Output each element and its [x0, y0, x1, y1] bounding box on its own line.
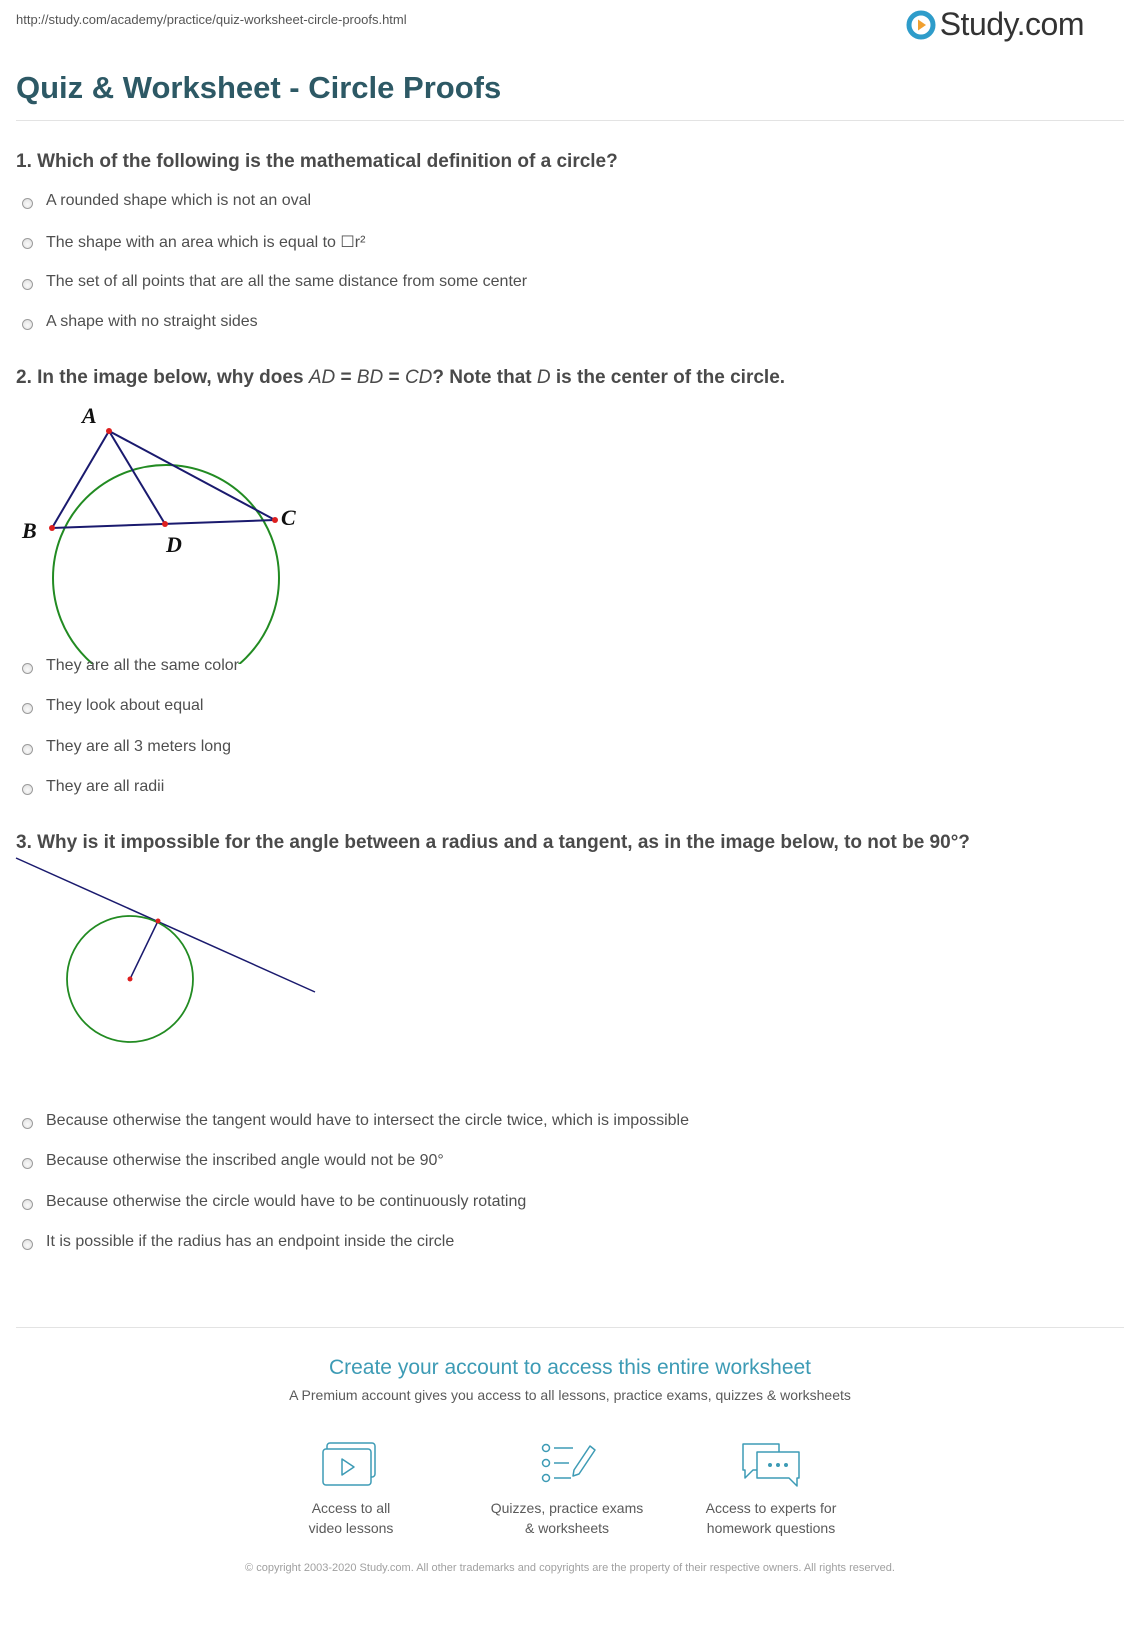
option-label: A rounded shape which is not an oval [46, 192, 312, 209]
radio-button[interactable] [22, 1239, 33, 1250]
option-label: It is possible if the radius has an endpoint inside the circle [46, 1232, 455, 1250]
quiz-list-icon [537, 1440, 597, 1490]
chat-bubbles-icon [739, 1440, 803, 1490]
feature-video-lessons [256, 1440, 446, 1538]
radio-button[interactable] [22, 1199, 33, 1210]
radio-button[interactable] [22, 703, 33, 714]
option-label: Because otherwise the circle would have to be continuously rotating [46, 1192, 527, 1210]
radio-button[interactable] [22, 279, 33, 290]
feature-label: Quizzes, practice exams & worksheets [490, 1500, 644, 1536]
answer-option[interactable] [22, 697, 239, 737]
tangent-point [156, 919, 161, 924]
option-label: The set of all points that are all the same distance from some center [46, 272, 528, 290]
answer-option[interactable] [22, 232, 527, 272]
divider [16, 120, 1124, 121]
radius-tangent-diagram [10, 855, 320, 1095]
option-label: Because otherwise the inscribed angle would not be 90° [46, 1152, 444, 1170]
label-a: A [82, 404, 97, 428]
radio-button[interactable] [22, 319, 33, 330]
option-label: They are all the same color [46, 657, 239, 674]
cta-title[interactable]: Create your account to access this entire worksheet [328, 1356, 812, 1379]
answer-option[interactable] [22, 1152, 689, 1192]
feature-quizzes [472, 1440, 662, 1538]
radio-button[interactable] [22, 744, 33, 755]
answer-option[interactable] [22, 273, 527, 313]
video-lessons-icon [321, 1440, 381, 1490]
feature-label: Access to all video lessons [308, 1500, 394, 1536]
option-label: They are all 3 meters long [46, 737, 231, 755]
radio-button[interactable] [22, 784, 33, 795]
question-2: 2. In the image below, why does AD = BD = CD? Note that D is the center of the circle. [16, 367, 786, 388]
question-3-options [22, 1112, 689, 1273]
option-label: A shape with no straight sides [46, 312, 258, 330]
label-d: D [166, 532, 182, 557]
label-b: B [22, 518, 37, 543]
segment-ac [109, 431, 275, 520]
circle-triangle-diagram [10, 404, 320, 664]
question-2-options [22, 657, 239, 818]
tangent-line [16, 858, 315, 992]
radio-button[interactable] [22, 663, 33, 674]
feature-label: Access to experts for homework questions [705, 1500, 837, 1536]
point-d [162, 521, 168, 527]
option-label: Because otherwise the tangent would have to intersect the circle twice, which is impossible [46, 1112, 689, 1129]
question-1: 1. Which of the following is the mathematical definition of a circle? [16, 151, 618, 172]
answer-option[interactable] [22, 657, 239, 697]
page-url: http://study.com/academy/practice/quiz-worksheet-circle-proofs.html [16, 12, 407, 27]
page-title: Quiz & Worksheet - Circle Proofs [16, 70, 502, 105]
point-a [106, 428, 112, 434]
divider [16, 1327, 1124, 1328]
radio-button[interactable] [22, 1158, 33, 1169]
radio-button[interactable] [22, 238, 33, 249]
question-3: 3. Why is it impossible for the angle between a radius and a tangent, as in the image below, to not be 90°? [16, 832, 970, 853]
feature-experts [676, 1440, 866, 1538]
option-label: They look about equal [46, 697, 204, 715]
copyright-notice: © copyright 2003-2020 Study.com. All other trademarks and copyrights are the property of their respective owners. All rights reserved. [245, 1562, 895, 1574]
answer-option[interactable] [22, 1193, 689, 1233]
point-c [272, 517, 278, 523]
option-label: The shape with an area which is equal to ☐r² [46, 234, 366, 252]
circle-outline [53, 465, 279, 664]
label-c: C [281, 505, 296, 530]
radio-button[interactable] [22, 1118, 33, 1129]
answer-option[interactable] [22, 778, 239, 818]
radio-button[interactable] [22, 198, 33, 209]
question-1-options [22, 192, 527, 353]
answer-option[interactable] [22, 738, 239, 778]
cta-subtitle: A Premium account gives you access to all lessons, practice exams, quizzes & worksheets [289, 1387, 851, 1403]
logo-text: Study.com [939, 6, 1084, 42]
center-point [128, 977, 133, 982]
answer-option[interactable] [22, 192, 527, 232]
answer-option[interactable] [22, 1112, 689, 1152]
point-b [49, 525, 55, 531]
answer-option[interactable] [22, 313, 527, 353]
study-logo[interactable] [906, 6, 1084, 43]
segment-ab [52, 431, 109, 528]
radius-segment [130, 921, 158, 979]
play-circle-icon [906, 10, 936, 40]
answer-option[interactable] [22, 1233, 689, 1273]
option-label: They are all radii [46, 777, 165, 795]
